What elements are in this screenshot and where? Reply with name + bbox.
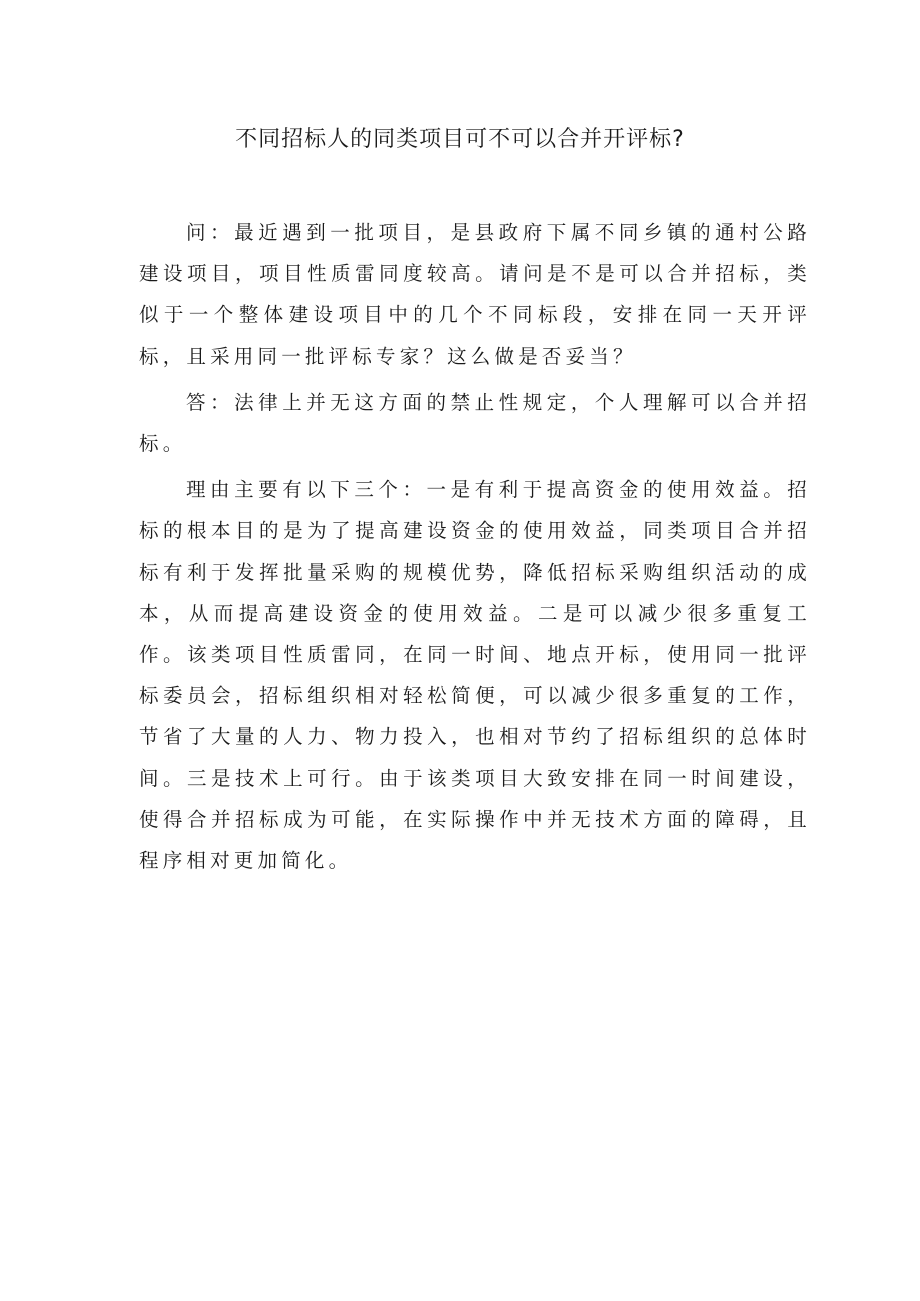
document-title: 不同招标人的同类项目可不可以合并开评标? <box>235 127 685 152</box>
question-paragraph: 问：最近遇到一批项目，是县政府下属不同乡镇的通村公路建设项目，项目性质雷同度较高。请问是不是可以合并招标，类似于一个整体建设项目中的几个不同标段，安排在同一天开评标，且采用同一批评标专家？这么做是否妥当？ <box>139 221 811 368</box>
answer-paragraph: 答：法律上并无这方面的禁止性规定，个人理解可以合并招标。 <box>139 390 811 456</box>
document-body <box>139 212 811 886</box>
reasons-paragraph: 理由主要有以下三个：一是有利于提高资金的使用效益。招标的根本目的是为了提高建设资金的使用效益，同类项目合并招标有利于发挥批量采购的规模优势，降低招标采购组织活动的成本，从而提高建设资金的使用效益。二是可以减少很多重复工作。该类项目性质雷同，在同一时间、地点开标，使用同一批评标委员会，招标组织相对轻松简便，可以减少很多重复的工作，节省了大量的人力、物力投入，也相对节约了招标组织的总体时间。三是技术上可行。由于该类项目大致安排在同一时间建设，使得合并招标成为可能，在实际操作中并无技术方面的障碍，且程序相对更加简化。 <box>139 478 811 873</box>
